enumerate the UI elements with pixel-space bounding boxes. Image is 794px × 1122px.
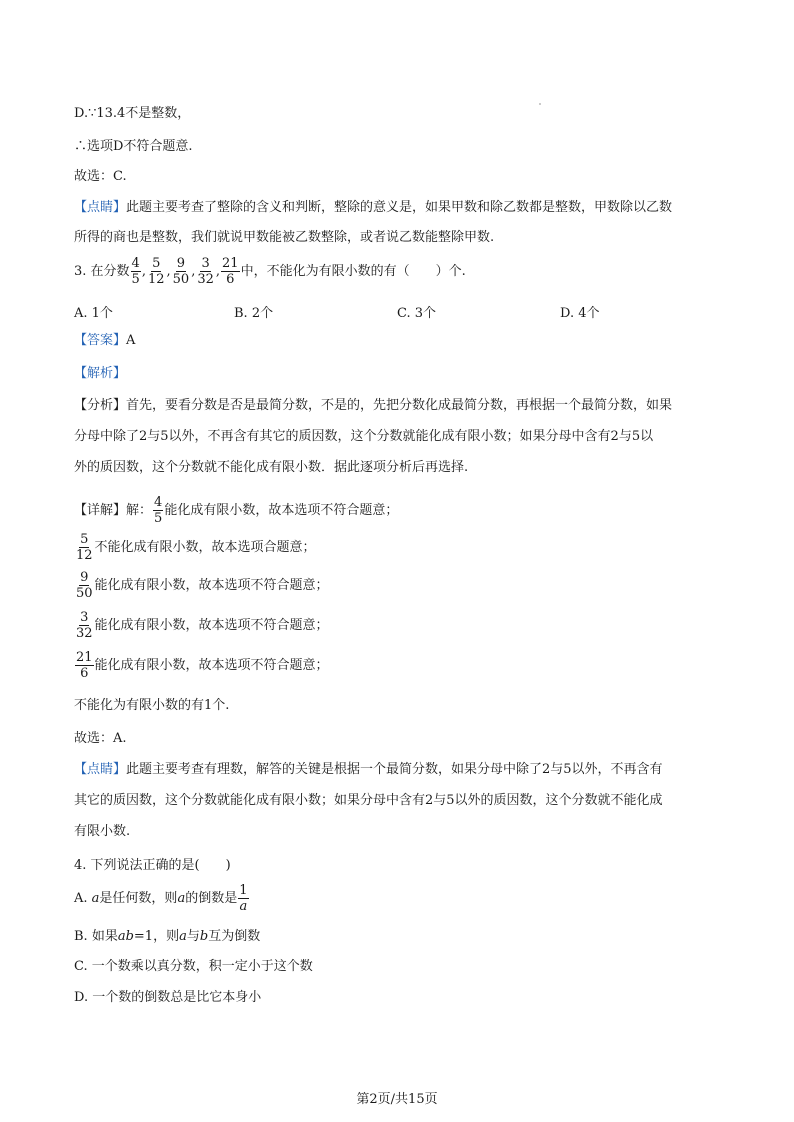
q2-therefore: ∴选项D不符合题意.: [74, 139, 193, 154]
q3-detail-1: 【详解】解： $\frac{4}{5}$ 能化成有限小数，故本选项不符合题意；: [74, 495, 399, 526]
detail-fraction-5: $\frac{21}{6}$: [76, 650, 93, 681]
scan-speck: [539, 103, 541, 105]
q4-stem: 4. 下列说法正确的是( ): [74, 858, 231, 873]
q4-option-a: A. a是任何数，则a的倒数是 $\frac{1}{a}$: [74, 883, 248, 914]
q3-option-b: B. 2个: [234, 306, 274, 321]
q3-analysis-line-2: 分母中除了2与5以外，不再含有其它的质因数，这个分数就能化成有限小数；如果分母中含有2与5以: [74, 429, 654, 444]
q3-jiexi-tag: 【解析】: [74, 366, 127, 381]
q3-detail-3: $\frac{9}{50}$ 能化成有限小数，故本选项不符合题意；: [76, 570, 329, 601]
q3-fraction-5: $\frac{21}{6}$: [222, 256, 239, 287]
q3-analysis-line-3: 外的质因数，这个分数就不能化成有限小数．据此逐项分析后再选择.: [74, 460, 469, 475]
answer-tag: 【答案】: [74, 333, 127, 348]
q3-fraction-1: $\frac{4}{5}$: [131, 256, 140, 287]
q3-option-d: D. 4个: [560, 306, 600, 321]
q4-option-d: D. 一个数的倒数总是比它本身小: [74, 990, 262, 1005]
detail-fraction-1: $\frac{4}{5}$: [154, 495, 163, 526]
detail-fraction-3: $\frac{9}{50}$: [76, 570, 93, 601]
q3-option-a: A. 1个: [74, 306, 113, 321]
q4-option-c: C. 一个数乘以真分数，积一定小于这个数: [74, 959, 313, 974]
q3-comment-line-3: 有限小数.: [74, 824, 131, 839]
detail-fraction-2: $\frac{5}{12}$: [76, 532, 93, 563]
q4-a-fraction: $\frac{1}{a}$: [239, 883, 248, 914]
answer-value: A: [126, 333, 136, 348]
comment-tag: 【点睛】: [74, 200, 127, 215]
q3-fraction-3: $\frac{9}{50}$: [172, 256, 190, 287]
q2-d-line: D.∵13.4不是整数，: [74, 106, 191, 121]
q3-detail-4: $\frac{3}{32}$ 能化成有限小数，故本选项不符合题意；: [76, 610, 329, 641]
q3-comment-line-2: 其它的质因数，这个分数就能化成有限小数；如果分母中含有2与5以外的质因数，这个分数就不能化成: [74, 793, 663, 808]
q3-answer: [74, 332, 135, 350]
q2-comment-line-2: 所得的商也是整数，我们就说甲数能被乙数整除，或者说乙数能整除甲数.: [74, 230, 495, 245]
detail-fraction-4: $\frac{3}{32}$: [76, 610, 93, 641]
page-footer: 第2页/共15页: [356, 1092, 438, 1107]
q3-analysis-line-1: 【分析】首先，要看分数是否是最简分数，不是的，先把分数化成最简分数，再根据一个最简分数，如果: [74, 398, 673, 413]
q3-conclusion: 不能化为有限小数的有1个.: [74, 698, 230, 713]
q2-comment-line-1: 【点睛】此题主要考查了整除的含义和判断，整除的意义是，如果甲数和除乙数都是整数，甲数除以乙数: [74, 200, 673, 215]
q4-option-b: B. 如果ab=1，则a与b互为倒数: [74, 929, 261, 944]
q2-choice: 故选：C.: [74, 169, 127, 184]
q3-stem: 3. 在分数 $\frac{4}{5}$ , $\frac{5}{12}$ , $\frac{9}{50}$ , $\frac{3}{32}$ , $\frac{21}{6}$ 中，不能化为有限小数的有（ ）个.: [74, 256, 466, 287]
q3-detail-5: $\frac{21}{6}$ 能化成有限小数，故本选项不符合题意；: [76, 650, 329, 681]
q3-option-c: C. 3个: [397, 306, 437, 321]
q3-fraction-4: $\frac{3}{32}$: [197, 256, 214, 287]
comment-tag: 【点睛】: [74, 762, 127, 777]
q3-choice: 故选：A.: [74, 731, 127, 746]
q3-comment-line-1: 【点睛】此题主要考查有理数，解答的关键是根据一个最简分数，如果分母中除了2与5以外，不再含有: [74, 762, 663, 777]
q3-fraction-2: $\frac{5}{12}$: [147, 256, 165, 287]
q3-detail-2: $\frac{5}{12}$ 不能化成有限小数，故本选项合题意；: [76, 532, 316, 563]
